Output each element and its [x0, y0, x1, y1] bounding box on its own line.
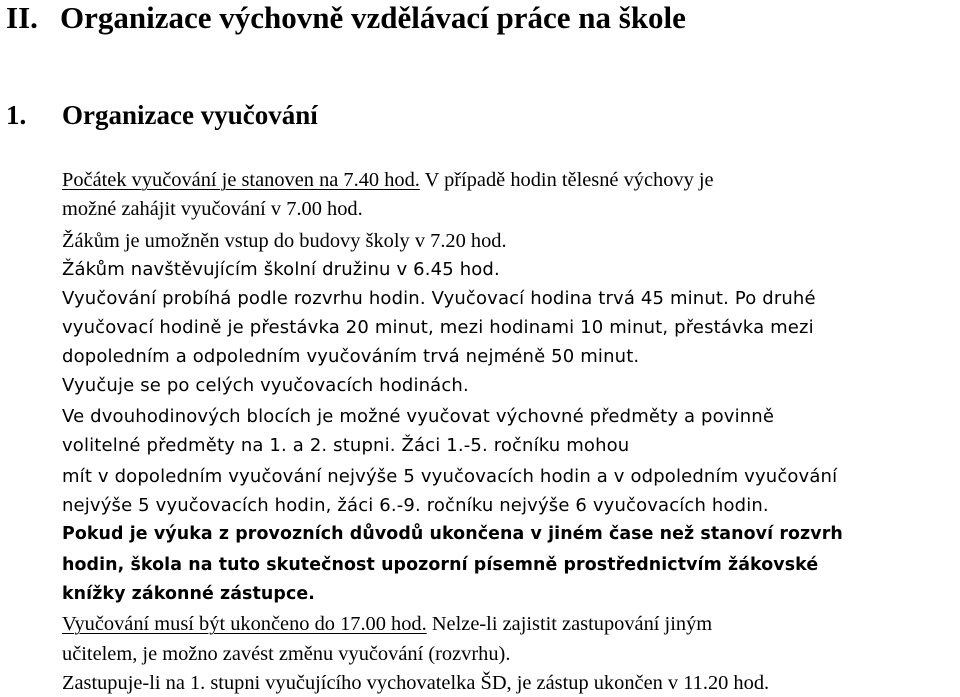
- section-heading-title: Organizace vyučování: [62, 100, 318, 130]
- line-end-time: [62, 610, 712, 638]
- line-after-school-club: Žákům navštěvujícím školní družinu v 6.45 hod.: [62, 259, 500, 280]
- end-time-rest: Nelze-li zajistit zastupování jiným: [426, 613, 713, 635]
- main-heading-number: II.: [6, 0, 38, 35]
- line-morning-limit: mít v dopoledním vyučování nejvýše 5 vyučovacích hodin a v odpoledním vyučování: [62, 466, 838, 487]
- end-time-underlined: Vyučování musí být ukončeno do 17.00 hod.: [62, 613, 427, 635]
- line-afternoon-limit: nejvýše 5 vyučovacích hodin, žáci 6.-9. ročníku nejvýše 6 vyučovacích hodin.: [62, 495, 769, 516]
- start-time-rest: V případě hodin tělesné výchovy je: [419, 169, 714, 191]
- line-guardians: knížky zákonné zástupce.: [62, 584, 315, 604]
- line-lunch-break: dopoledním a odpoledním vyučováním trvá nejméně 50 minut.: [62, 346, 640, 367]
- line-pe-start: možné zahájit vyučování v 7.00 hod.: [62, 198, 363, 220]
- line-elective-subjects: volitelné předměty na 1. a 2. stupni. Žáci 1.-5. ročníku mohou: [62, 435, 630, 456]
- main-heading-title: Organizace výchovně vzdělávací práce na škole: [60, 0, 686, 35]
- line-early-end-notice: Pokud je výuka z provozních důvodů ukončena v jiném čase než stanoví rozvrh: [62, 524, 843, 544]
- start-time-underlined: Počátek vyučování je stanoven na 7.40 hod.: [62, 169, 420, 191]
- line-breaks: vyučovací hodině je přestávka 20 minut, mezi hodinami 10 minut, přestávka mezi: [62, 317, 814, 338]
- line-double-lessons: Ve dvouhodinových blocích je možné vyučovat výchovné předměty a povinně: [62, 406, 775, 427]
- main-heading: [6, 0, 686, 36]
- line-parent-notification: hodin, škola na tuto skutečnost upozorní písemně prostřednictvím žákovské: [62, 555, 819, 575]
- line-substitution: Zastupuje-li na 1. stupni vyučujícího vychovatelka ŠD, je zástup ukončen v 11.20 hod.: [62, 672, 770, 694]
- line-schedule: Vyučování probíhá podle rozvrhu hodin. Vyučovací hodina trvá 45 minut. Po druhé: [62, 288, 816, 309]
- line-start-time: [62, 166, 714, 194]
- section-heading: [6, 99, 318, 131]
- line-schedule-change: učitelem, je možno zavést změnu vyučování (rozvrhu).: [62, 643, 511, 665]
- section-heading-number: 1.: [6, 100, 27, 130]
- line-building-entry: Žákům je umožněn vstup do budovy školy v 7.20 hod.: [62, 230, 507, 252]
- line-whole-lessons: Vyučuje se po celých vyučovacích hodinách.: [62, 375, 469, 396]
